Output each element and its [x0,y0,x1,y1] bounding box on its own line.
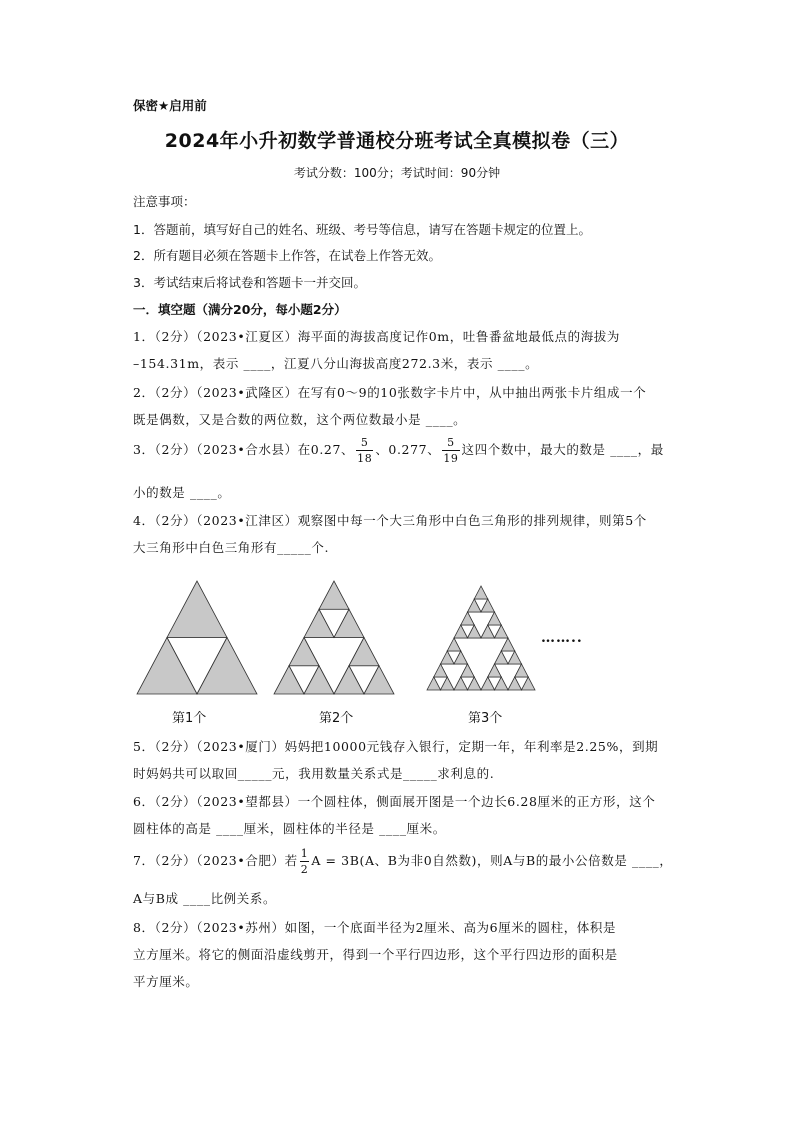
question-7-text-post: A = 3B(A、B为非0自然数)，则A与B的最小公倍数是 ____， [311,853,673,868]
fraction-denominator: 18 [357,452,373,465]
question-3-line-2: 小的数是 ____。 [133,485,231,500]
question-2-line-1: 2．（2分）（2023•武隆区）在写有0～9的10张数字卡片中，从中抽出两张卡片组成一个 [133,385,647,400]
fraction-numerator: 1 [300,847,309,860]
section-heading: 一．填空题（满分20分，每小题2分） [133,302,347,317]
triangle-figure-1 [137,581,257,694]
question-6-line-1: 6．（2分）（2023•望都县）一个圆柱体，侧面展开图是一个边长6.28厘米的正方形，这个 [133,794,656,809]
question-5-line-2: 时妈妈共可以取回_____元，我用数量关系式是_____求利息的. [133,766,495,781]
triangle-figure-2 [274,581,394,694]
question-4-line-1: 4．（2分）（2023•江津区）观察图中每一个大三角形中白色三角形的排列规律，则第5个 [133,513,647,528]
notice-heading: 注意事项： [133,194,196,209]
notice-item-3: 3．考试结束后将试卷和答题卡一并交回。 [133,275,366,290]
gray-triangle [167,581,227,638]
fraction-numerator: 5 [442,437,459,451]
fraction-denominator: 2 [300,863,309,876]
question-1-line-1: 1．（2分）（2023•江夏区）海平面的海拔高度记作0m，吐鲁番盆地最低点的海拔为 [133,329,620,344]
notice-item-1: 1．答题前，填写好自己的姓名、班级、考号等信息，请写在答题卡规定的位置上。 [133,222,591,237]
question-7-text-pre: 7．（2分）（2023•合肥）若 [133,853,298,868]
figure-label-3: 第3个 [468,711,503,726]
question-2-line-2: 既是偶数，又是合数的两位数，这个两位数最小是 ____。 [133,412,467,427]
exam-subtitle: 考试分数：100分；考试时间：90分钟 [293,166,501,180]
question-8-line-1: 8．（2分）（2023•苏州）如图，一个底面半径为2厘米、高为6厘米的圆柱，体积是 [133,920,617,935]
figure-label-1: 第1个 [172,711,207,726]
triangle-figure-3 [427,586,535,690]
gray-triangle [474,586,488,599]
fraction-denominator: 19 [443,452,459,465]
fraction-1-2 [300,848,310,875]
gray-triangle [319,581,349,609]
figure-label-2: 第2个 [319,711,354,726]
question-7-line-2: A与B成 ____比例关系。 [133,891,277,906]
question-1-line-2: –154.31m，表示 ____，江夏八分山海拔高度272.3米，表示 ____。 [133,356,539,371]
question-5-line-1: 5．（2分）（2023•厦门）妈妈把10000元钱存入银行，定期一年，年利率是2.25%，到期 [133,739,659,754]
ellipsis-mark: …….. [541,630,583,646]
fraction-numerator: 5 [356,437,373,451]
exam-title: 2024年小升初数学普通校分班考试全真模拟卷（三） [164,130,630,152]
notice-item-2: 2．所有题目必须在答题卡上作答，在试卷上作答无效。 [133,248,441,263]
confidential-mark: 保密★启用前 [133,98,207,113]
question-6-line-2: 圆柱体的高是 ____厘米，圆柱体的半径是 ____厘米。 [133,821,446,836]
question-4-line-2: 大三角形中白色三角形有_____个. [133,540,330,555]
question-3-text-pre: 3．（2分）（2023•合水县）在0.27、 [133,442,355,457]
question-3-text-post: 这四个数中，最大的数是 ____，最 [461,442,664,457]
question-8-line-3: 平方厘米。 [133,974,199,989]
question-8-line-2: 立方厘米。将它的侧面沿虚线剪开，得到一个平行四边形，这个平行四边形的面积是 [133,947,618,962]
question-7-line-1 [133,848,673,875]
question-3-text-mid: 、0.277、 [375,442,441,457]
